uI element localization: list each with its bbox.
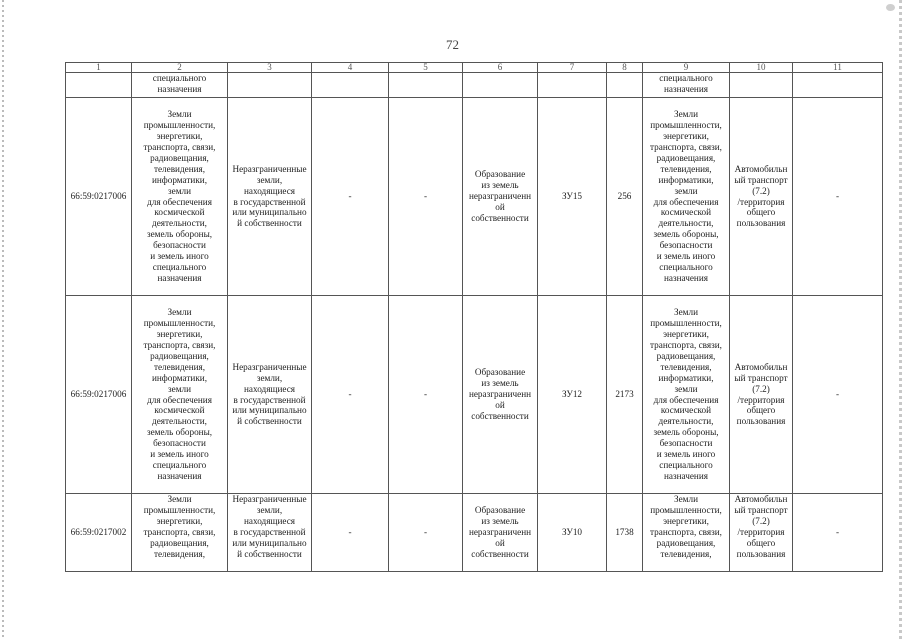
table-cell xyxy=(538,73,607,98)
column-number: 8 xyxy=(607,63,643,73)
land-category-new-cell: Земли промышленности, энергетики, транспорта, связи, радиовещания, телевидения, информатики, земли для обеспечения космической деятельности, земель обороны, безопасности и земель иного специального назначения xyxy=(643,98,730,296)
column-number: 1 xyxy=(66,63,132,73)
plot-id-cell: ЗУ12 xyxy=(538,296,607,494)
column-number: 11 xyxy=(793,63,883,73)
cadastral-number-cell: 66:59:0217002 xyxy=(66,494,132,572)
table-cell: - xyxy=(389,98,463,296)
cadastral-number-cell: 66:59:0217006 xyxy=(66,296,132,494)
table-cell xyxy=(228,73,312,98)
page-number: 72 xyxy=(446,37,459,52)
land-category-cell: специального назначения xyxy=(132,73,228,98)
permitted-use-cell: Автомобильн ый транспорт (7.2) /территория общего пользования xyxy=(730,98,793,296)
area-cell: 1738 xyxy=(607,494,643,572)
table-cell xyxy=(463,73,538,98)
table-cell xyxy=(312,73,389,98)
formation-method-cell: Образование из земель неразграниченн ой собственности xyxy=(463,296,538,494)
column-number: 3 xyxy=(228,63,312,73)
area-cell: 2173 xyxy=(607,296,643,494)
table-cell: - xyxy=(312,296,389,494)
column-number-row xyxy=(66,63,883,73)
column-number: 4 xyxy=(312,63,389,73)
table-row xyxy=(66,494,883,572)
land-plots-table xyxy=(65,62,883,572)
column-number: 10 xyxy=(730,63,793,73)
table-row xyxy=(66,296,883,494)
scan-mark xyxy=(886,4,895,11)
table-cell: - xyxy=(793,98,883,296)
table-cell xyxy=(793,73,883,98)
plot-id-cell: ЗУ15 xyxy=(538,98,607,296)
column-number: 9 xyxy=(643,63,730,73)
table-cell xyxy=(389,73,463,98)
table-cell xyxy=(66,73,132,98)
table-cell: - xyxy=(312,98,389,296)
table-cell: - xyxy=(793,494,883,572)
table-cell: - xyxy=(389,494,463,572)
column-number: 6 xyxy=(463,63,538,73)
permitted-use-cell: Автомобильн ый транспорт (7.2) /территория общего пользования xyxy=(730,494,793,572)
formation-method-cell: Образование из земель неразграниченн ой собственности xyxy=(463,98,538,296)
column-number: 5 xyxy=(389,63,463,73)
ownership-cell: Неразграниченные земли, находящиеся в государственной или муниципально й собственности xyxy=(228,296,312,494)
land-category-cell: Земли промышленности, энергетики, транспорта, связи, радиовещания, телевидения, информатики, земли для обеспечения космической деятельности, земель обороны, безопасности и земель иного специального назначения xyxy=(132,98,228,296)
table-cell xyxy=(730,73,793,98)
land-category-new-cell: Земли промышленности, энергетики, транспорта, связи, радиовещания, телевидения, информатики, земли для обеспечения космической деятельности, земель обороны, безопасности и земель иного специального назначения xyxy=(643,296,730,494)
land-category-cell: Земли промышленности, энергетики, транспорта, связи, радиовещания, телевидения, информатики, земли для обеспечения космической деятельности, земель обороны, безопасности и земель иного специального назначения xyxy=(132,296,228,494)
land-category-new-cell: специального назначения xyxy=(643,73,730,98)
table-row xyxy=(66,98,883,296)
scan-edge-right xyxy=(899,0,902,640)
land-category-cell: Земли промышленности, энергетики, транспорта, связи, радиовещания, телевидения, xyxy=(132,494,228,572)
table-cell: - xyxy=(312,494,389,572)
land-category-new-cell: Земли промышленности, энергетики, транспорта, связи, радиовещания, телевидения, xyxy=(643,494,730,572)
plot-id-cell: ЗУ10 xyxy=(538,494,607,572)
table-cell: - xyxy=(389,296,463,494)
column-number: 2 xyxy=(132,63,228,73)
scan-edge-left xyxy=(2,0,4,640)
table-cell xyxy=(607,73,643,98)
area-cell: 256 xyxy=(607,98,643,296)
formation-method-cell: Образование из земель неразграниченн ой собственности xyxy=(463,494,538,572)
continuation-row xyxy=(66,73,883,98)
cadastral-number-cell: 66:59:0217006 xyxy=(66,98,132,296)
permitted-use-cell: Автомобильн ый транспорт (7.2) /территория общего пользования xyxy=(730,296,793,494)
ownership-cell: Неразграниченные земли, находящиеся в государственной или муниципально й собственности xyxy=(228,494,312,572)
column-number: 7 xyxy=(538,63,607,73)
ownership-cell: Неразграниченные земли, находящиеся в государственной или муниципально й собственности xyxy=(228,98,312,296)
table-cell: - xyxy=(793,296,883,494)
